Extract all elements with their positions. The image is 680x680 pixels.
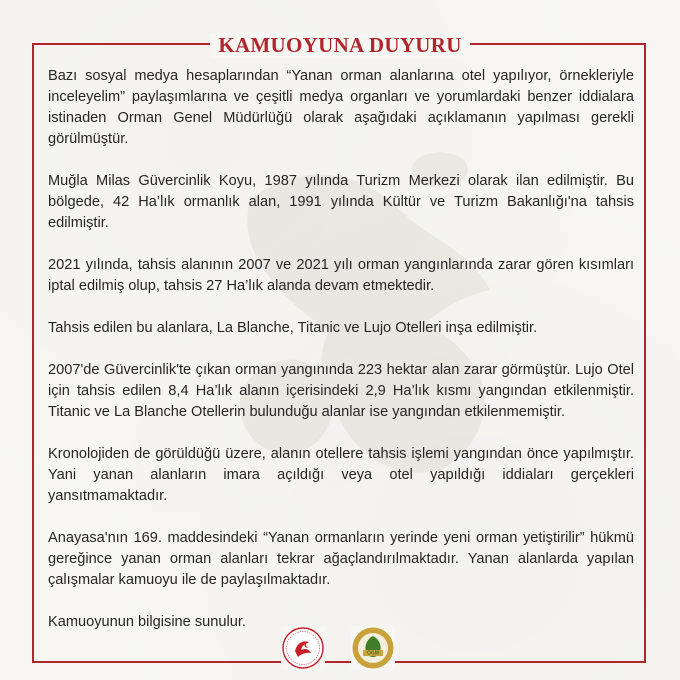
paragraph-6: Kronolojiden de görüldüğü üzere, alanın otellere tahsis işlemi yangından önce yapılmıştır. Yani yanan alanların imara açıldığı veya otel yapıldığı iddiaları gerçekleri yansıtmamaktadır. bbox=[48, 446, 634, 504]
ministry-emblem-icon bbox=[281, 626, 325, 670]
paragraph-7: Anayasa'nın 169. maddesindeki “Yanan ormanların yerinde yeni orman yetiştirilir” hükmü gereğince yanan orman alanları tekrar ağaçlandırılmaktadır. Yanan alanlarda yapılan çalışmalar kamuoyu ile de paylaşılmaktadır. bbox=[48, 530, 634, 588]
paragraph-1: Bazı sosyal medya hesaplarından “Yanan orman alanlarına otel yapılıyor, örnekleriyle inceleyelim” paylaşımlarına ve çeşitli medya organları ve yorumlardaki benzer iddialara istinaden Orman Genel Müdürlüğü olarak aşağıdaki açıklamanın yapılması gerekli görülmüştür. bbox=[48, 68, 634, 147]
announcement-title: KAMUOYUNA DUYURU bbox=[210, 33, 469, 58]
paragraph-4: Tahsis edilen bu alanlara, La Blanche, Titanic ve Lujo Otelleri inşa edilmiştir. bbox=[48, 320, 538, 336]
ogm-emblem-icon bbox=[351, 626, 395, 670]
paragraph-2: Muğla Milas Güvercinlik Koyu, 1987 yılında Turizm Merkezi olarak ilan edilmiştir. Bu bölgede, 42 Ha’lık ormanlık alan, 1991 yılında Kültür ve Turizm Bakanlığı'na tahsis edilmiştir. bbox=[48, 173, 634, 231]
announcement-body bbox=[48, 66, 634, 633]
paragraph-3: 2021 yılında, tahsis alanının 2007 ve 2021 yılı orman yangınlarında zarar gören kısımları iptal edilmiş olup, tahsis 27 Ha’lık alanda devam etmektedir. bbox=[48, 257, 634, 294]
ogm-abbrev: OGM bbox=[367, 650, 379, 657]
ministry-logo bbox=[281, 626, 325, 670]
paragraph-8: Kamuoyunun bilgisine sunulur. bbox=[48, 614, 246, 630]
paragraph-5: 2007'de Güvercinlik'te çıkan orman yangınında 223 hektar alan zarar görmüştür. Lujo Otel için tahsis edilen 8,4 Ha’lık alanın içerisindeki 2,9 Ha’lık kısmı yangından etkilenmiştir. Titanic ve La Blanche Otellerin bulunduğu alanlar ise yangından etkilenmemiştir. bbox=[48, 362, 634, 420]
ogm-logo bbox=[351, 626, 395, 670]
